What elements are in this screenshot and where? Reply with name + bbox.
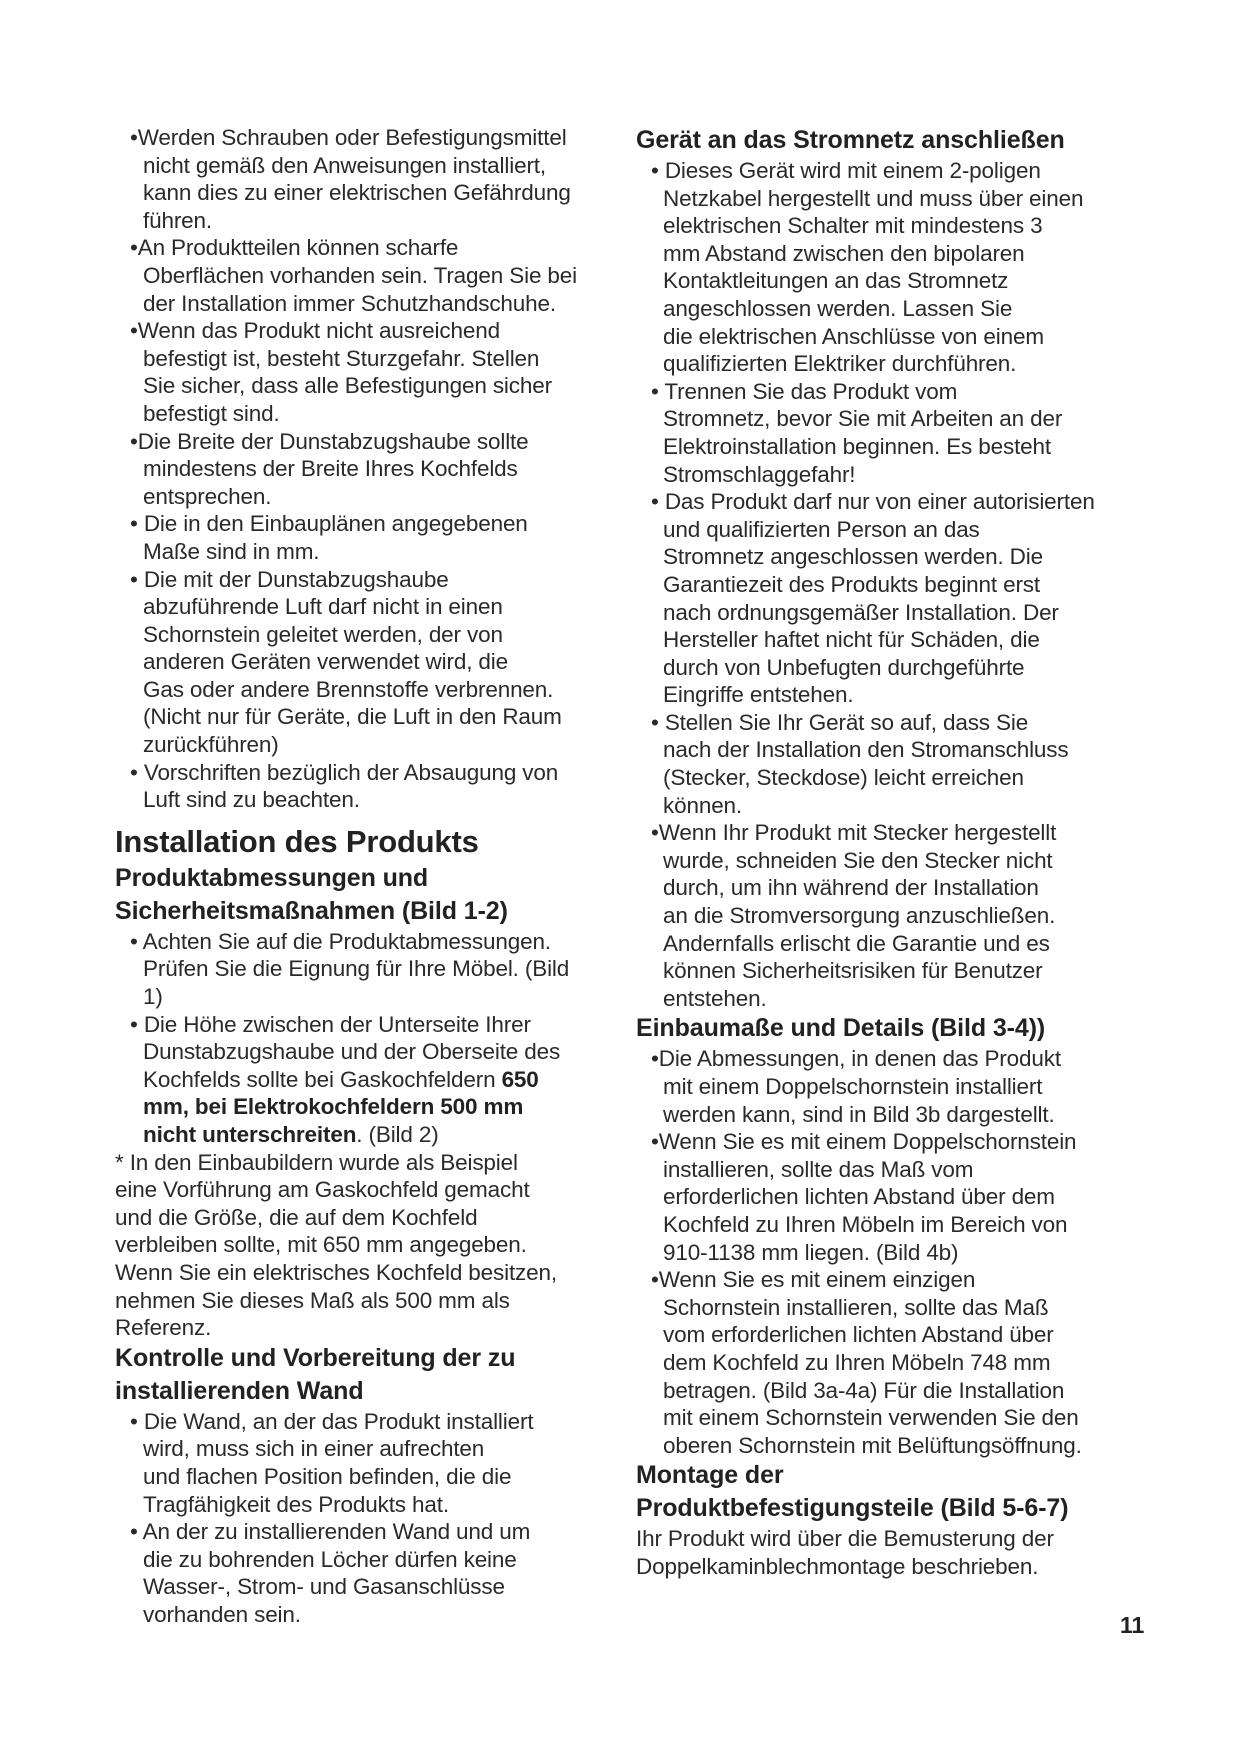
bullet-wall-connections <box>115 1518 615 1628</box>
text-span: . (Bild 2) <box>356 1122 439 1147</box>
mounting-paragraph <box>636 1525 1136 1580</box>
text-line: Stromschlaggefahr! <box>663 461 856 487</box>
text-line: werden kann, sind in Bild 3b dargestellt. <box>663 1101 1055 1127</box>
text-line: • Trennen Sie das Produkt vom <box>651 378 958 404</box>
text-line: oberen Schornstein mit Belüftungsöffnung. <box>663 1432 1082 1458</box>
bullet-exhaust-air <box>115 566 615 759</box>
page-number: 11 <box>1120 1612 1145 1638</box>
text-line: zurückführen) <box>143 732 279 758</box>
text-line: •Die Breite der Dunstabzugshaube sollte <box>130 428 529 454</box>
text-line: der Installation immer Schutzhandschuhe. <box>143 290 556 316</box>
text-line: Wenn Sie ein elektrisches Kochfeld besitzen, <box>115 1259 557 1285</box>
subheading-dimensions-line2: Sicherheitsmaßnahmen (Bild 1-2) <box>115 896 508 925</box>
text-line: entsprechen. <box>143 483 272 509</box>
text-line: die elektrischen Anschlüsse von einem <box>663 323 1044 349</box>
text-line: • Das Produkt darf nur von einer autorisierten <box>651 489 1095 515</box>
subheading-mounting-line2: Produktbefestigungsteile (Bild 5-6-7) <box>636 1494 1069 1523</box>
text-line: können Sicherheitsrisiken für Benutzer <box>663 958 1043 984</box>
bullet-authorized-person <box>636 488 1136 709</box>
text-line: nach der Installation den Stromanschluss <box>663 737 1069 763</box>
text-line: • Die in den Einbauplänen angegebenen <box>130 511 528 537</box>
text-line: Elektroinstallation beginnen. Es besteht <box>663 433 1052 459</box>
text-line: Referenz. <box>115 1315 212 1341</box>
bullet-hood-width <box>115 428 615 511</box>
text-line: wird, muss sich in einer aufrechten <box>143 1436 485 1462</box>
text-span: Kochfelds sollte bei Gaskochfeldern <box>143 1066 502 1092</box>
bullet-double-chimney-clearance <box>636 1128 1136 1266</box>
text-line: •Die Abmessungen, in denen das Produkt <box>651 1046 1061 1072</box>
text-line: nehmen Sie dieses Maß als 500 mm als <box>115 1287 510 1313</box>
text-line: • Dieses Gerät wird mit einem 2-poligen <box>651 158 1041 183</box>
text-line: Eingriffe entstehen. <box>663 682 854 708</box>
text-line: Stromnetz angeschlossen werden. Die <box>663 544 1043 570</box>
bullet-fall-hazard <box>115 317 615 427</box>
bold-value: mm, bei Elektrokochfeldern 500 mm <box>143 1094 524 1120</box>
text-line: Prüfen Sie die Eignung für Ihre Möbel. (Bild <box>143 956 570 982</box>
subheading-wall: Kontrolle und Vorbereitung der zu <box>115 1343 516 1372</box>
text-line: mindestens der Breite Ihres Kochfelds <box>143 456 518 482</box>
bullet-dimensions-mm <box>115 510 615 565</box>
text-line: und die Größe, die auf dem Kochfeld <box>115 1204 478 1230</box>
text-line: •Wenn Sie es mit einem einzigen <box>651 1267 976 1293</box>
text-line: Andernfalls erlischt die Garantie und es <box>663 930 1050 956</box>
section-title: Installation des Produkts <box>115 823 479 859</box>
text-line: Garantiezeit des Produkts beginnt erst <box>663 571 1041 597</box>
text-line: qualifizierten Elektriker durchführen. <box>663 351 1017 377</box>
text-line <box>115 1093 615 1121</box>
text-line: Ihr Produkt wird über die Bemusterung der <box>636 1526 1054 1552</box>
text-line: • Vorschriften bezüglich der Absaugung von <box>130 759 559 785</box>
text-line: anderen Geräten verwendet wird, die <box>143 649 508 675</box>
text-line: betragen. (Bild 3a-4a) Für die Installation <box>663 1377 1065 1403</box>
text-line: können. <box>663 792 743 818</box>
bullet-sharp-surfaces <box>115 234 615 317</box>
text-line: Sie sicher, dass alle Befestigungen sicher <box>143 373 552 399</box>
left-column <box>115 124 615 1629</box>
text-line: an die Stromversorgung anzuschließen. <box>663 903 1056 929</box>
text-line: Netzkabel hergestellt und muss über einen <box>663 185 1084 211</box>
text-line: Kochfeld zu Ihren Möbeln im Bereich von <box>663 1211 1068 1237</box>
text-line <box>115 1121 615 1149</box>
text-line: mm Abstand zwischen den bipolaren <box>663 240 1025 266</box>
bullet-product-dimensions <box>115 928 615 1011</box>
text-line: mit einem Doppelschornstein installiert <box>663 1074 1043 1099</box>
text-line: • Die mit der Dunstabzugshaube <box>130 566 449 592</box>
text-line: dem Kochfeld zu Ihren Möbeln 748 mm <box>663 1349 1051 1375</box>
text-line: •Werden Schrauben oder Befestigungsmittel <box>130 125 567 150</box>
text-line: Oberflächen vorhanden sein. Tragen Sie bei <box>143 262 577 288</box>
text-line: •Wenn Ihr Produkt mit Stecker hergestellt <box>651 820 1057 846</box>
bullet-single-chimney <box>636 1266 1136 1459</box>
text-line: eine Vorführung am Gaskochfeld gemacht <box>115 1177 530 1203</box>
text-line: • Die Wand, an der das Produkt installiert <box>130 1408 534 1434</box>
text-line: verbleiben sollte, mit 650 mm angegeben. <box>115 1232 527 1258</box>
text-line: •Wenn Sie es mit einem Doppelschornstein <box>651 1129 1077 1155</box>
bullet-height-clearance <box>115 1011 615 1149</box>
text-line: nicht gemäß den Anweisungen installiert, <box>143 152 546 178</box>
text-line: •Wenn das Produkt nicht ausreichend <box>130 318 500 344</box>
text-line: • Die Höhe zwischen der Unterseite Ihrer <box>130 1011 531 1037</box>
bullet-power-cable <box>636 157 1136 378</box>
text-line: Dunstabzugshaube und der Oberseite des <box>143 1039 561 1065</box>
bullet-plug-cut <box>636 819 1136 1012</box>
text-line: und qualifizierten Person an das <box>663 516 980 542</box>
note-paragraph <box>115 1149 615 1342</box>
bold-value: 650 <box>501 1066 539 1092</box>
text-line: vorhanden sein. <box>143 1601 301 1627</box>
text-line: • Achten Sie auf die Produktabmessungen. <box>130 928 551 954</box>
text-line: mit einem Schornstein verwenden Sie den <box>663 1405 1079 1431</box>
subheading-power: Gerät an das Stromnetz anschließen <box>636 126 1065 154</box>
text-line: Wasser-, Strom- und Gasanschlüsse <box>143 1574 505 1600</box>
bullet-double-chimney-dims <box>636 1045 1136 1128</box>
text-line: Schornstein installieren, sollte das Maß <box>663 1294 1049 1320</box>
text-line: • Stellen Sie Ihr Gerät so auf, dass Sie <box>651 709 1029 735</box>
text-line: erforderlichen lichten Abstand über dem <box>663 1184 1055 1210</box>
bullet-plug-access <box>636 709 1136 819</box>
bullet-regulations <box>115 759 615 814</box>
text-line: nach ordnungsgemäßer Installation. Der <box>663 599 1059 625</box>
text-line: befestigt sind. <box>143 400 280 426</box>
text-line: 1) <box>143 984 163 1010</box>
text-line: elektrischen Schalter mit mindestens 3 <box>663 213 1043 239</box>
text-line: Tragfähigkeit des Produkts hat. <box>143 1491 449 1517</box>
text-line: und flachen Position befinden, die die <box>143 1463 512 1489</box>
text-line: kann dies zu einer elektrischen Gefährdung <box>143 180 571 206</box>
subheading-installation-dimensions: Einbaumaße und Details (Bild 3-4)) <box>636 1014 1046 1043</box>
text-line: 910-1138 mm liegen. (Bild 4b) <box>663 1239 959 1265</box>
text-line: wurde, schneiden Sie den Stecker nicht <box>663 847 1053 873</box>
bold-value: nicht unterschreiten <box>143 1122 357 1147</box>
text-line: Schornstein geleitet werden, der von <box>143 621 503 647</box>
text-line: vom erforderlichen lichten Abstand über <box>663 1322 1054 1348</box>
text-line: Doppelkaminblechmontage beschrieben. <box>636 1553 1039 1579</box>
text-line: Luft sind zu beachten. <box>143 787 360 813</box>
text-line: Stromnetz, bevor Sie mit Arbeiten an der <box>663 406 1063 432</box>
text-line: entstehen. <box>663 985 767 1011</box>
text-line: angeschlossen werden. Lassen Sie <box>663 295 1013 321</box>
text-line: Kontaktleitungen an das Stromnetz <box>663 268 1009 294</box>
text-line: befestigt ist, besteht Sturzgefahr. Stellen <box>143 345 540 371</box>
subheading-dimensions: Produktabmessungen und <box>115 863 429 892</box>
text-line: die zu bohrenden Löcher dürfen keine <box>143 1546 517 1572</box>
right-column <box>636 124 1136 1581</box>
text-line: (Nicht nur für Geräte, die Luft in den Raum <box>143 704 562 730</box>
text-line: führen. <box>143 207 212 233</box>
text-line: durch von Unbefugten durchgeführte <box>663 654 1025 680</box>
bullet-screws <box>115 124 615 234</box>
bullet-wall-position <box>115 1408 615 1518</box>
text-line: Gas oder andere Brennstoffe verbrennen. <box>143 676 554 702</box>
text-line: •An Produktteilen können scharfe <box>130 235 459 261</box>
text-line <box>115 1066 615 1094</box>
subheading-mounting: Montage der <box>636 1461 784 1490</box>
text-line: installieren, sollte das Maß vom <box>663 1156 974 1182</box>
subheading-wall-line2: installierenden Wand <box>115 1376 364 1405</box>
text-line: Maße sind in mm. <box>143 538 320 564</box>
bullet-disconnect <box>636 378 1136 488</box>
text-line: Hersteller haftet nicht für Schäden, die <box>663 627 1040 653</box>
text-line: * In den Einbaubildern wurde als Beispiel <box>115 1149 518 1175</box>
text-line: durch, um ihn während der Installation <box>663 875 1039 901</box>
text-line: abzuführende Luft darf nicht in einen <box>143 594 503 620</box>
text-line: (Stecker, Steckdose) leicht erreichen <box>663 765 1024 791</box>
text-line: • An der zu installierenden Wand und um <box>130 1519 531 1545</box>
